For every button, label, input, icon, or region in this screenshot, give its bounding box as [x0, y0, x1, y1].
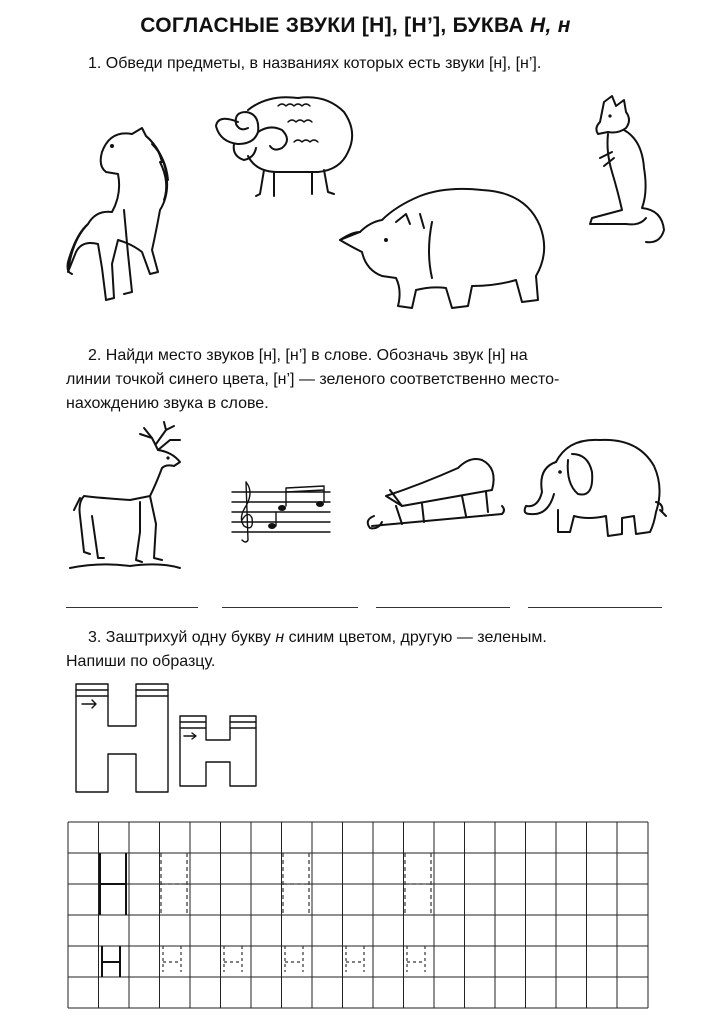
sample-small-letter	[102, 946, 120, 977]
deer-picture	[70, 420, 190, 575]
task3-line1	[88, 626, 547, 649]
answer-line-3[interactable]	[376, 607, 510, 608]
kangaroo-picture	[582, 92, 672, 247]
page-title	[0, 14, 711, 38]
task3-suffix: синим цветом, другую — зеленым.	[284, 629, 547, 646]
rhinoceros-picture	[336, 182, 551, 322]
task3-prefix: 3. Заштрихуй одну букву	[88, 629, 276, 646]
elephant-picture	[518, 432, 668, 547]
dotted-small-letters	[163, 946, 425, 972]
grid-lines	[68, 822, 648, 1008]
task3-letter: н	[275, 629, 285, 646]
horse-picture	[62, 122, 192, 312]
task3-line2: Напиши по образцу.	[66, 653, 216, 670]
task2-line3: нахождению звука в слове.	[66, 395, 269, 412]
sample-capital-letter	[100, 853, 126, 915]
task1-instruction: 1. Обведи предметы, в названиях которых есть звуки [н], [н’].	[88, 55, 542, 72]
small-letter-sample[interactable]	[178, 714, 260, 788]
title-main: СОГЛАСНЫЕ ЗВУКИ [Н], [Н’], БУКВА	[140, 14, 531, 37]
title-letters: Н, н	[530, 14, 571, 37]
task2-line2: линии точкой синего цвета, [н’] — зеленого соответственно место-	[66, 371, 560, 388]
capital-letter-sample[interactable]	[74, 682, 174, 794]
writing-grid[interactable]	[68, 822, 650, 1012]
answer-line-1[interactable]	[66, 607, 198, 608]
music-notes-picture	[232, 482, 332, 542]
task2-line1: 2. Найди место звуков [н], [н’] в слове. Обозначь звук [н] на	[88, 347, 528, 364]
answer-line-2[interactable]	[222, 607, 358, 608]
sled-picture	[362, 450, 507, 540]
answer-line-4[interactable]	[528, 607, 662, 608]
